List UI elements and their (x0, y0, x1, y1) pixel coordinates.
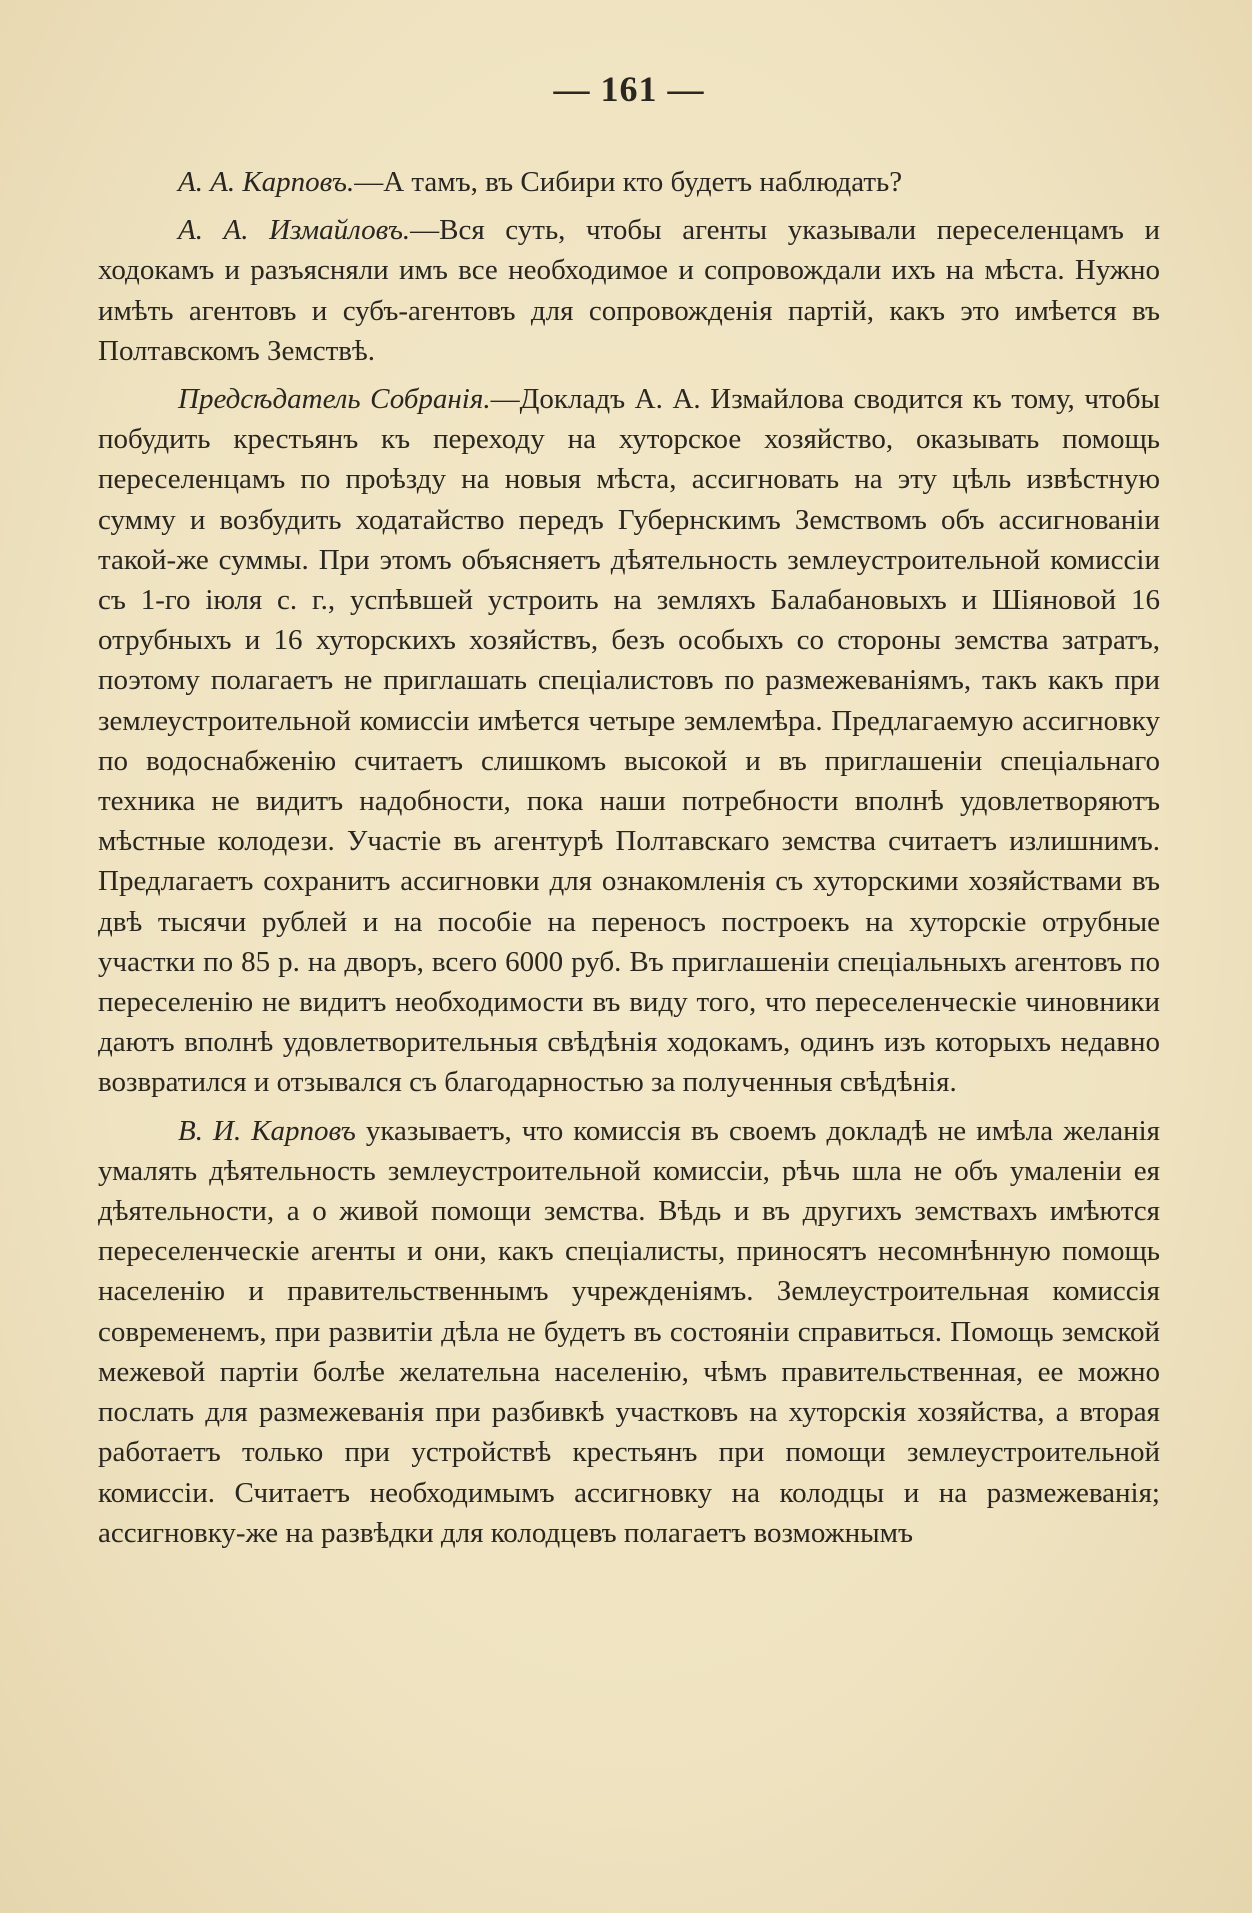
paragraph-text: —А тамъ, въ Сибири кто будетъ наблюдать? (354, 166, 903, 198)
speaker-name: В. И. Карповъ (178, 1114, 356, 1147)
page-number: — 161 — (553, 69, 705, 109)
paragraph (98, 210, 1160, 371)
paragraph (98, 379, 1160, 1103)
paragraph (98, 1111, 1160, 1553)
paragraph-text: —Вся суть, чтобы агенты указывали переселенцамъ и ходокамъ и разъясняли имъ все необходимое и сопровождали ихъ на мѣста. Нужно имѣть агентовъ и субъ-агентовъ для сопровожденія партій, какъ это имѣется въ Полтавскомъ Земствѣ. (98, 214, 1160, 367)
speaker-name: Предсѣдатель Собранія. (178, 383, 491, 416)
paragraph (98, 162, 1160, 202)
speaker-name: А. А. Измайловъ. (178, 214, 411, 247)
speaker-name: А. А. Карповъ. (178, 166, 355, 198)
paragraph-text: указываетъ, что комиссія въ своемъ докладѣ не имѣла желанія умалять дѣятельность землеустроительной комиссіи, рѣчь шла не объ умаленіи ея дѣятельности, а о живой помощи земства. Вѣдь и въ другихъ земствахъ имѣются переселенческіе агенты и они, какъ спеціалисты, приносятъ несомнѣнную помощь населенію и правительственнымъ учрежденіямъ. Землеустроительная комиссія современемъ, при развитіи дѣла не будетъ въ состояніи справиться. Помощь земской межевой партіи болѣе желательна населенію, чѣмъ правительственная, ее можно послать для размежеванія при разбивкѣ участковъ на хуторскія хозяйства, а вторая работаетъ только при устройствѣ крестьянъ при помощи землеустроительной комиссіи. Считаетъ необходимымъ ассигновку на колодцы и на размежеванія; ассигновку-же на развѣдки для колодцевъ полагаетъ возможнымъ (98, 1114, 1160, 1549)
paragraph-text: —Докладъ А. А. Измайлова сводится къ тому, чтобы побудить крестьянъ къ переходу на хуторское хозяйство, оказывать помощь переселенцамъ по проѣзду на новыя мѣста, ассигновать на эту цѣль извѣстную сумму и возбудить ходатайство передъ Губернскимъ Земствомъ объ ассигнованіи такой-же суммы. При этомъ объясняетъ дѣятельность землеустроительной комиссіи съ 1-го іюля с. г., успѣвшей устроить на земляхъ Балабановыхъ и Шіяновой 16 отрубныхъ и 16 хуторскихъ хозяйствъ, безъ особыхъ со стороны земства затратъ, поэтому полагаетъ не приглашать спеціалистовъ по размежеваніямъ, такъ какъ при землеустроительной комиссіи имѣется четыре землемѣра. Предлагаемую ассигновку по водоснабженію считаетъ слишкомъ высокой и въ приглашеніи спеціальнаго техника не видитъ надобности, пока наши потребности вполнѣ удовлетворяютъ мѣстные колодези. Участіе въ агентурѣ Полтавскаго земства считаетъ излишнимъ. Предлагаетъ сохранитъ ассигновки для ознакомленія съ хуторскими хозяйствами въ двѣ тысячи рублей и на пособіе на переносъ построекъ на хуторскіе отрубные участки по 85 р. на дворъ, всего 6000 руб. Въ приглашеніи спеціальныхъ агентовъ по переселенію не видитъ необходимости въ виду того, что переселенческіе чиновники даютъ вполнѣ удовлетворительныя свѣдѣнія ходокамъ, одинъ изъ которыхъ недавно возвратился и отзывался съ благодарностью за полученныя свѣдѣнія. (98, 383, 1161, 1099)
